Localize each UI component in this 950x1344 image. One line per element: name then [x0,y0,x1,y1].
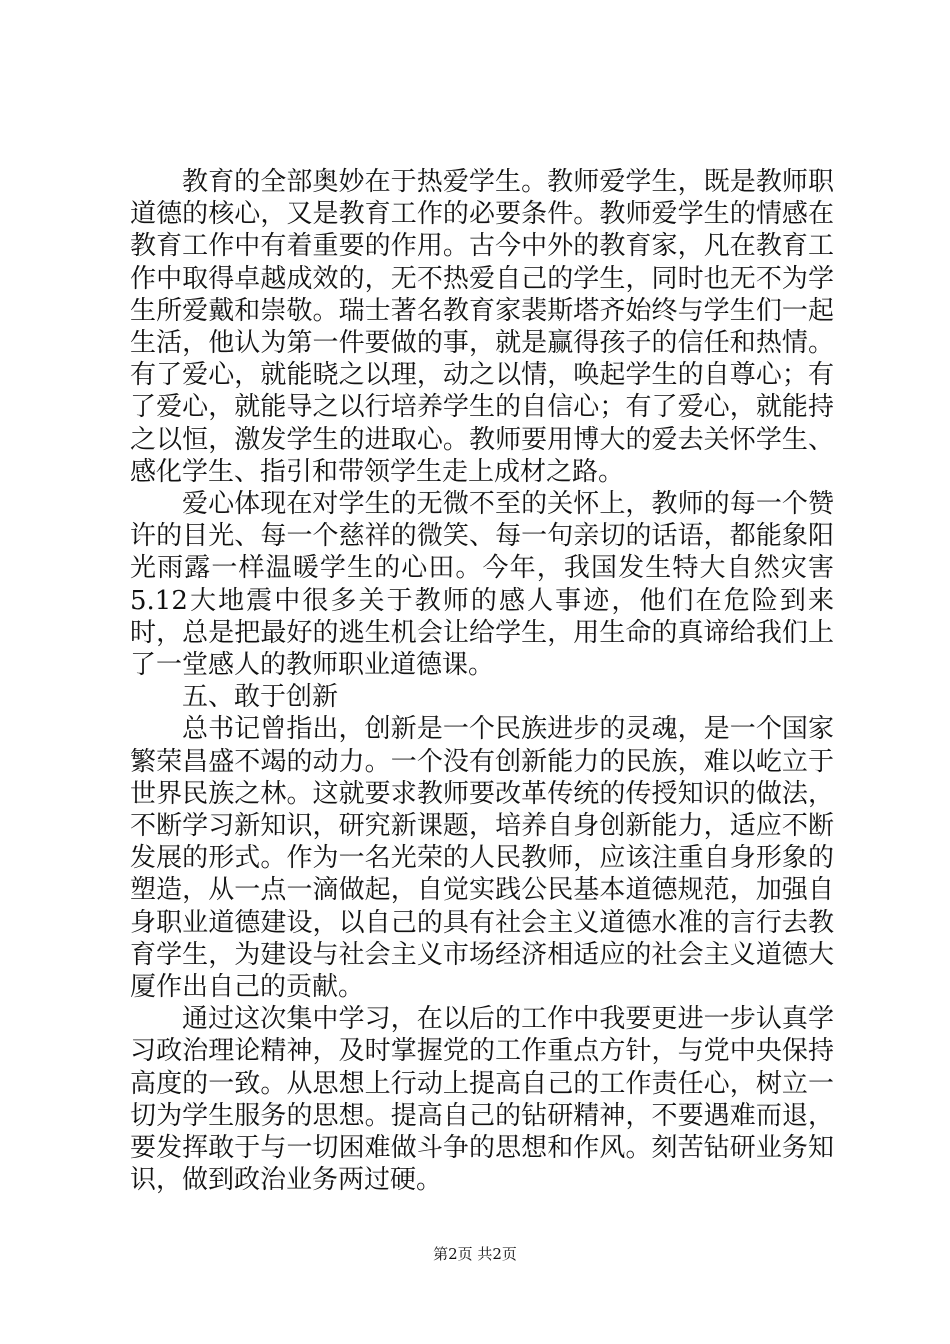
paragraph-conclusion: 通过这次集中学习，在以后的工作中我要更进一步认真学习政治理论精神，及时掌握党的工作重点方针，与党中央保持高度的一致。从思想上行动上提高自己的工作责任心，树立一切为学生服务的思想。提高自己的钻研精神，不要遇难而退，要发挥敢于与一切困难做斗争的思想和作风。刻苦钻研业务知识，做到政治业务两过硬。 [130,1004,834,1196]
paragraph-innovation: 总书记曾指出，创新是一个民族进步的灵魂，是一个国家繁荣昌盛不竭的动力。一个没有创新能力的民族，难以屹立于世界民族之林。这就要求教师要改革传统的传授知识的做法，不断学习新知识，研究新课题，培养自身创新能力，适应不断发展的形式。作为一名光荣的人民教师，应该注重自身形象的塑造，从一点一滴做起，自觉实践公民基本道德规范，加强自身职业道德建设，以自己的具有社会主义道德水准的言行去教育学生，为建设与社会主义市场经济相适应的社会主义道德大厦作出自己的贡献。 [130,714,834,1003]
page-footer: 第2页 共2页 [433,1245,517,1263]
paragraph-care-students: 爱心体现在对学生的无微不至的关怀上，教师的每一个赞许的目光、每一个慈祥的微笑、每一句亲切的话语，都能象阳光雨露一样温暖学生的心田。今年，我国发生特大自然灾害5.12大地震中很多关于教师的感人事迹，他们在危险到来时，总是把最好的逃生机会让给学生，用生命的真谛给我们上了一堂感人的教师职业道德课。 [130,489,834,681]
paragraph-love-students: 教育的全部奥妙在于热爱学生。教师爱学生，既是教师职道德的核心，又是教育工作的必要条件。教师爱学生的情感在教育工作中有着重要的作用。古今中外的教育家，凡在教育工作中取得卓越成效的，无不热爱自己的学生，同时也无不为学生所爱戴和崇敬。瑞士著名教育家裴斯塔齐始终与学生们一起生活，他认为第一件要做的事，就是赢得孩子的信任和热情。有了爱心，就能晓之以理，动之以情，唤起学生的自尊心；有了爱心，就能导之以行培养学生的自信心；有了爱心，就能持之以恒，激发学生的进取心。教师要用博大的爱去关怀学生、感化学生、指引和带领学生走上成材之路。 [130,167,834,487]
section-heading-innovation: 五、敢于创新 [182,682,339,713]
document-body [130,166,834,1197]
